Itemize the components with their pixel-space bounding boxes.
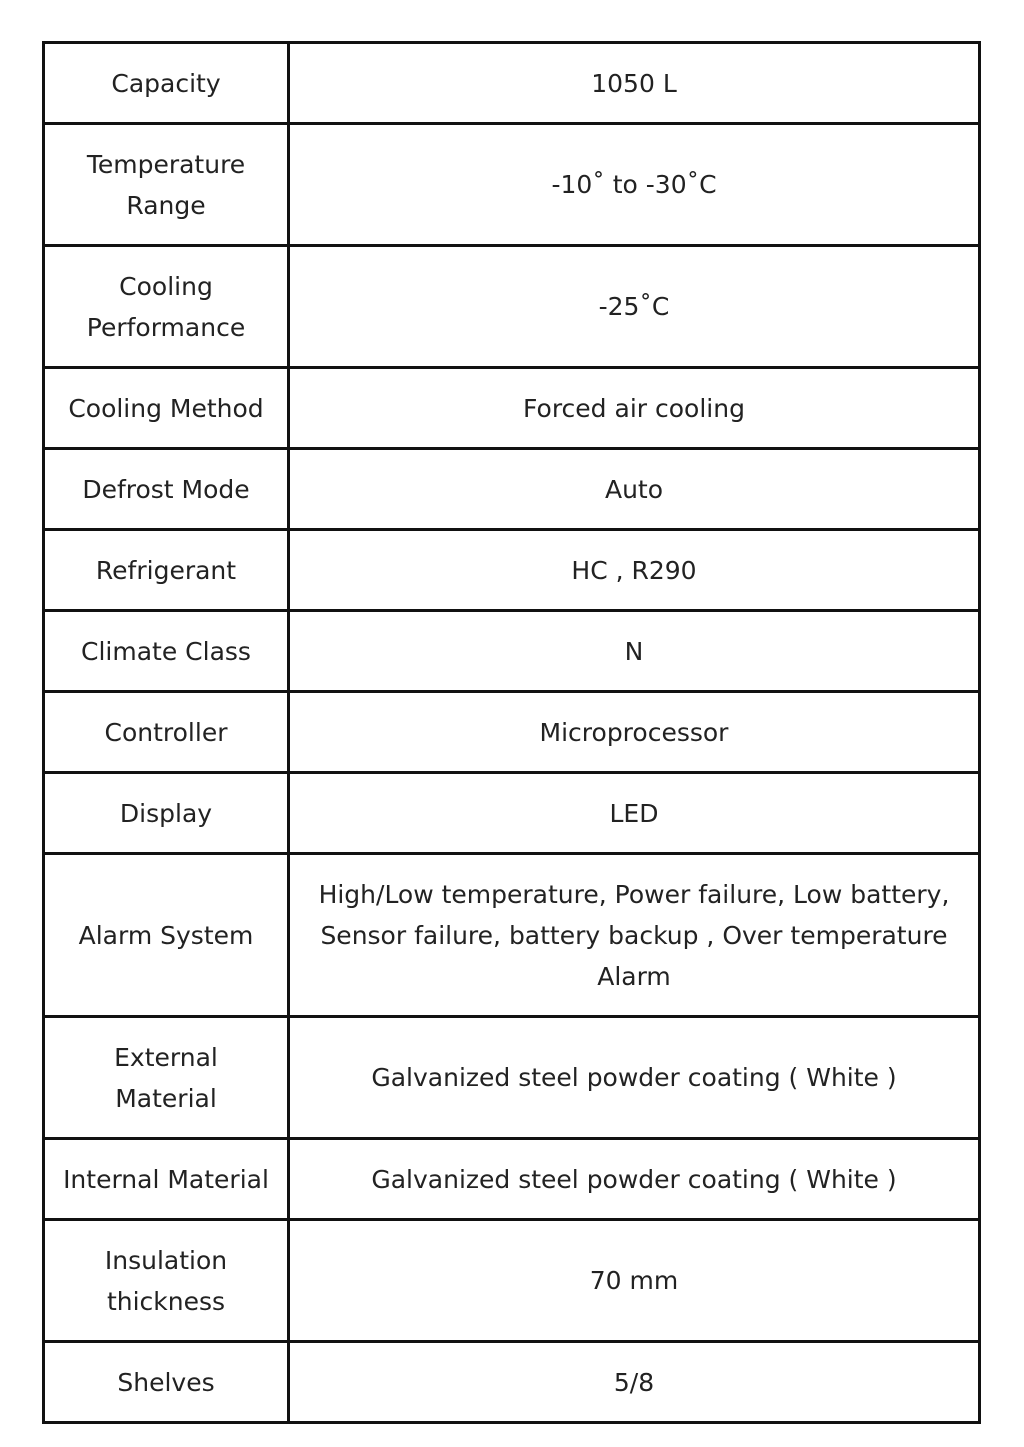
spec-label-display: Display <box>44 773 289 854</box>
spec-label-climate-class: Climate Class <box>44 611 289 692</box>
spec-value-insulation-thickness: 70 mm <box>289 1220 980 1342</box>
table-row <box>44 1139 980 1220</box>
table-row <box>44 692 980 773</box>
table-row <box>44 368 980 449</box>
spec-value-controller: Microprocessor <box>289 692 980 773</box>
spec-label-temperature-range: Temperature Range <box>44 124 289 246</box>
table-row <box>44 611 980 692</box>
specifications-table <box>42 41 981 1424</box>
table-row <box>44 773 980 854</box>
table-row <box>44 1220 980 1342</box>
spec-value-temperature-range: -10˚ to -30˚C <box>289 124 980 246</box>
table-row <box>44 449 980 530</box>
table-row <box>44 43 980 124</box>
spec-value-climate-class: N <box>289 611 980 692</box>
spec-value-display: LED <box>289 773 980 854</box>
spec-label-refrigerant: Refrigerant <box>44 530 289 611</box>
spec-value-external-material: Galvanized steel powder coating ( White ) <box>289 1017 980 1139</box>
spec-label-defrost-mode: Defrost Mode <box>44 449 289 530</box>
table-row <box>44 530 980 611</box>
table-row <box>44 246 980 368</box>
spec-label-cooling-method: Cooling Method <box>44 368 289 449</box>
spec-value-alarm-system: High/Low temperature, Power failure, Low battery, Sensor failure, battery backup , Over temperature Alarm <box>289 854 980 1017</box>
spec-label-controller: Controller <box>44 692 289 773</box>
spec-label-shelves: Shelves <box>44 1342 289 1423</box>
spec-value-internal-material: Galvanized steel powder coating ( White ) <box>289 1139 980 1220</box>
spec-value-shelves: 5/8 <box>289 1342 980 1423</box>
spec-value-defrost-mode: Auto <box>289 449 980 530</box>
spec-label-cooling-performance: Cooling Performance <box>44 246 289 368</box>
spec-label-alarm-system: Alarm System <box>44 854 289 1017</box>
spec-value-capacity: 1050 L <box>289 43 980 124</box>
spec-value-refrigerant: HC , R290 <box>289 530 980 611</box>
table-row <box>44 124 980 246</box>
spec-value-cooling-performance: -25˚C <box>289 246 980 368</box>
table-row <box>44 854 980 1017</box>
spec-label-external-material: External Material <box>44 1017 289 1139</box>
spec-label-capacity: Capacity <box>44 43 289 124</box>
spec-label-internal-material: Internal Material <box>44 1139 289 1220</box>
spec-value-cooling-method: Forced air cooling <box>289 368 980 449</box>
table-row <box>44 1342 980 1423</box>
table-row <box>44 1017 980 1139</box>
spec-label-insulation-thickness: Insulation thickness <box>44 1220 289 1342</box>
